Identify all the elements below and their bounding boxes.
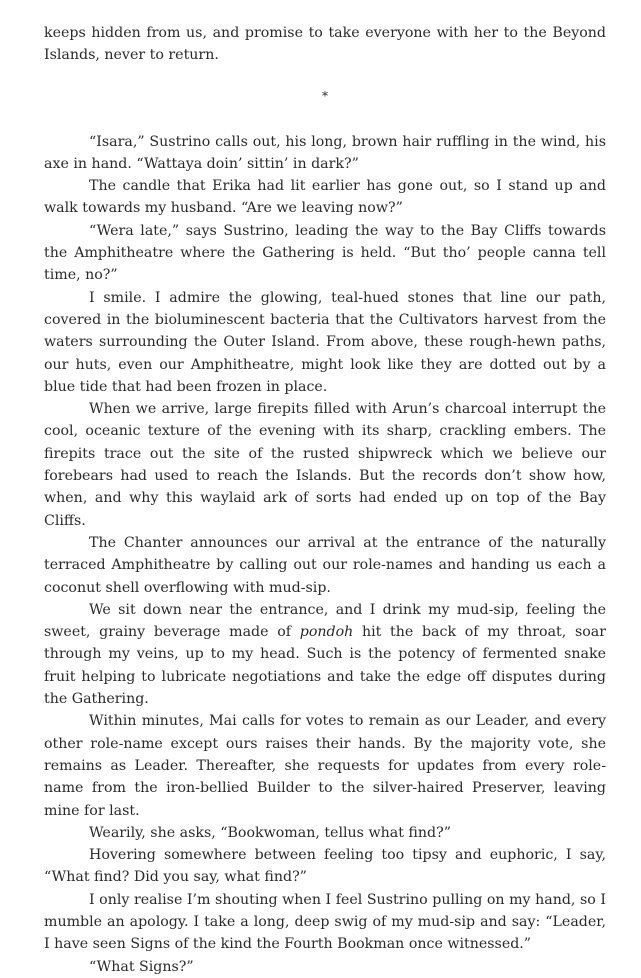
scene-break-asterisk: * [322,88,328,103]
paragraph: I smile. I admire the glowing, teal-hued stones that line our path, covered in the bioluminescent bacteria that the Cultivators harvest from the waters surrounding the Outer Island. From above, these rough-hewn paths, our huts, even our Amphitheatre, might look like they are dotted out by a blue tide that had been frozen in place. [44,289,606,395]
italic-word: pondoh [299,624,354,641]
paragraph: “Wera late,” says Sustrino, leading the way to the Bay Cliffs towards the Amphitheatre where the Gathering is held. “But tho’ people canna tell time, no?” [44,222,606,284]
paragraph: Within minutes, Mai calls for votes to remain as our Leader, and every other role-name except ours raises their hands. By the majority vote, she remains as Leader. Thereafter, she requests for updates from every role-name from the iron-bellied Builder to the silver-haired Preserver, leaving mine for last. [44,713,606,819]
paragraph: Wearily, she asks, “Bookwoman, tellus what find?” [89,824,451,841]
text-span: We sit down near the entrance, and I drink my mud-sip, feeling the sweet, grainy beverage made of [44,601,606,641]
paragraph: Hovering somewhere between feeling too tipsy and euphoric, I say, “What find? Did you say, what find?” [44,847,606,886]
paragraph: The Chanter announces our arrival at the entrance of the naturally terraced Amphitheatre by calling out our role-names and handing us each a coconut shell overflowing with mud-sip. [44,534,606,596]
paragraph-mudsip [44,599,606,710]
paragraph: I only realise I’m shouting when I feel Sustrino pulling on my hand, so I mumble an apology. I take a long, deep swig of my mud-sip and say: “Leader, I have seen Signs of the kind the Fourth Bookman once witnessed.” [44,891,606,953]
paragraph: “Isara,” Sustrino calls out, his long, brown hair ruffling in the wind, his axe in hand. “Wattaya doin’ sittin’ in dark?” [44,133,606,172]
text-span: hit the back of my throat, soar through my veins, up to my head. Such is the potency of fermented snake fruit helping to lubricate negotiations and take the edge off disputes during the Gathering. [44,624,607,708]
paragraph: When we arrive, large firepits filled with Arun’s charcoal interrupt the cool, oceanic texture of the evening with its sharp, crackling embers. The firepits trace out the site of the rusted shipwreck which we believe our forebears had used to reach the Islands. But the records don’t show how, when, and why this waylaid ark of sorts had ended up on top of the Bay Cliffs. [44,401,606,529]
book-page [44,22,606,978]
paragraph-continued: keeps hidden from us, and promise to take everyone with her to the Beyond Islands, never to return. [44,25,606,64]
paragraph: The candle that Erika had lit earlier has gone out, so I stand up and walk towards my husband. “Are we leaving now?” [44,178,606,217]
paragraph: “What Signs?” [89,958,194,975]
